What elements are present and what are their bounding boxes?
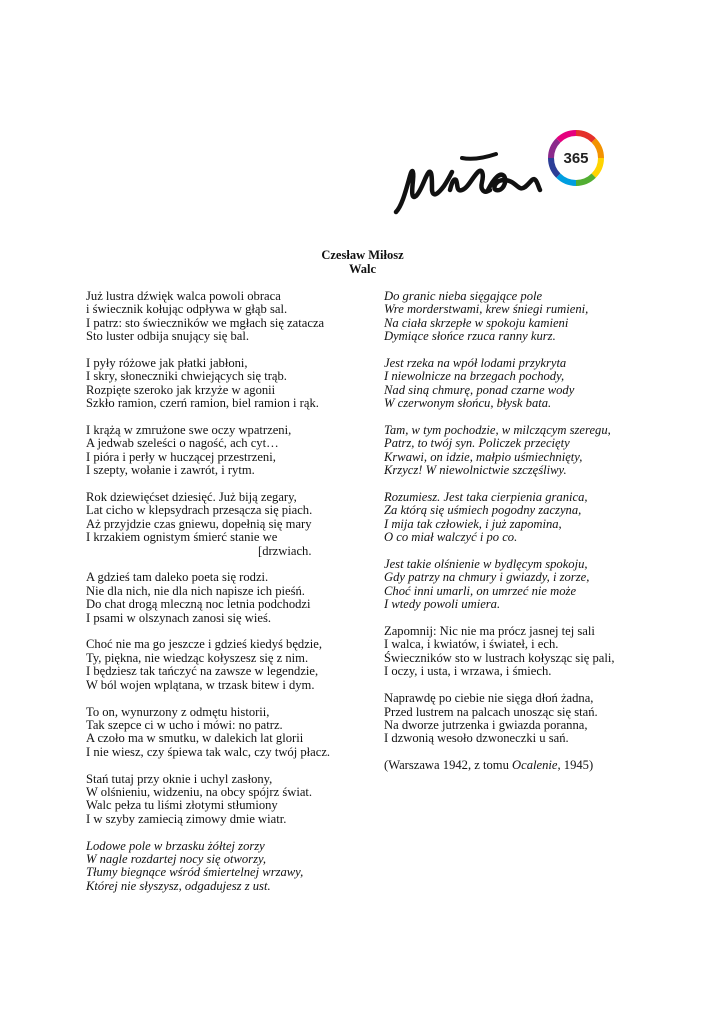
poem-line: I wtedy powoli umiera.	[384, 597, 501, 612]
ring-segment	[558, 133, 576, 140]
poem-line: I walca, i kwiatów, i świateł, i ech.	[384, 637, 559, 652]
stanza	[86, 290, 376, 344]
badge-label: 365	[563, 150, 589, 167]
signature-stroke	[488, 175, 540, 190]
poem-line: Za którą się uśmiech pogodny zaczyna,	[384, 503, 582, 518]
poem-line: Krzycz! W niewolnictwie szczęśliwy.	[384, 463, 567, 478]
source-note	[384, 759, 684, 772]
ring-segment	[558, 176, 576, 183]
right-column	[384, 290, 684, 773]
poem-line: Zapomnij: Nic nie ma prócz jasnej tej sali	[384, 624, 595, 639]
stanza	[86, 357, 376, 411]
poem-line: Nad siną chmurę, ponad czarne wody	[384, 382, 575, 397]
signature-stroke	[450, 171, 490, 192]
poem-line: To on, wynurzony z odmętu historii,	[86, 704, 270, 719]
signature-stroke	[396, 171, 452, 212]
stanza	[384, 692, 684, 746]
stanza	[384, 625, 684, 679]
ring-segment	[551, 158, 558, 176]
poem-title: Walc	[348, 262, 377, 276]
stanza	[86, 424, 376, 478]
source-suffix: 1945)	[560, 758, 594, 773]
poem-line: Naprawdę po ciebie nie sięga dłoń żadna,	[384, 691, 594, 706]
poem-line: Rok dziewięćset dziesięć. Już biją zegary,	[86, 490, 297, 505]
poem-line: Rozpięte szeroko jak krzyże w agonii	[86, 382, 276, 397]
stanza	[86, 638, 376, 692]
left-column	[86, 290, 376, 907]
poem-line: Nie dla nich, nie dla nich napisze ich pieśń.	[86, 583, 305, 598]
poem-line: Przed lustrem na palcach unosząc się stań.	[384, 704, 598, 719]
poem-line: A gdzieś tam daleko poeta się rodzi.	[86, 570, 269, 585]
poem-line: I krążą w zmrużone swe oczy wpatrzeni,	[86, 423, 292, 438]
stanza	[86, 491, 376, 558]
poem-line: A czoło ma w smutku, w dalekich lat glorii	[86, 731, 304, 746]
poem-line: Choć nie ma go jeszcze i gdzieś kiedyś będzie,	[86, 637, 323, 652]
poem-line: i świecznik kołując odpływa w głąb sal.	[86, 302, 288, 317]
poem-line: Sto luster odbija snujący się bal.	[86, 329, 249, 344]
poem-line: Tak szepce ci w ucho i mówi: no patrz.	[86, 717, 283, 732]
author-name: Czesław Miłosz	[321, 248, 404, 262]
stanza	[384, 424, 684, 478]
stanza	[86, 571, 376, 625]
ring-segment	[551, 140, 558, 158]
stanza	[86, 706, 376, 760]
poem-line: I nie wiesz, czy śpiewa tak walc, czy twój płacz.	[86, 744, 331, 759]
poem-line: Jest takie olśnienie w bydlęcym spokoju,	[384, 557, 588, 572]
poem-line: Na ciała skrzepłe w spokoju kamieni	[384, 315, 569, 330]
poem-line: W nagle rozdartej nocy się otworzy,	[86, 851, 267, 866]
poem-line: I patrz: sto świeczników we mgłach się zatacza	[86, 315, 325, 330]
poem-line-continuation: [drzwiach.	[258, 543, 312, 558]
poem-line: I krzakiem ognistym śmierć stanie we	[86, 530, 278, 545]
poem-line: Dymiące słońce rzuca ranny kurz.	[384, 329, 556, 344]
poem-line: I skry, słoneczniki chwiejących się trąb.	[86, 369, 287, 384]
poem-line: Lodowe pole w brzasku żółtej zorzy	[86, 838, 265, 853]
poem-line: Do chat drogą mleczną noc letnia podchodzi	[86, 597, 311, 612]
poem-line: A jedwab szeleści o nagość, ach cyt…	[86, 436, 279, 451]
stanza	[384, 558, 684, 612]
poem-line: Na dworze jutrzenka i gwiazda poranna,	[384, 717, 588, 732]
poem-line: W olśnieniu, widzeniu, na obcy spójrz świat.	[86, 784, 313, 799]
poem-line: Patrz, to twój syn. Policzek przecięty	[384, 436, 570, 451]
poem-line: Której nie słyszysz, odgadujesz z ust.	[86, 878, 271, 893]
poem-line: I szepty, wołanie i zawrót, i rytm.	[86, 463, 255, 478]
poem-line: Rozumiesz. Jest taka cierpienia granica,	[384, 490, 588, 505]
poem-line: Tam, w tym pochodzie, w milczącym szeregu,	[384, 423, 611, 438]
milosz-365-logo	[392, 128, 614, 220]
stanza	[384, 290, 684, 344]
poem-line: I w szyby zamiecią zimowy dmie wiatr.	[86, 811, 287, 826]
stanza	[384, 491, 684, 545]
poem-line: Ty, piękna, nie wiedząc kołyszesz się z nim.	[86, 650, 309, 665]
ring-segment	[594, 158, 601, 176]
poem-line: Gdy patrzy na chmury i gwiazdy, i zorze,	[384, 570, 590, 585]
poem-line: Szkło ramion, czerń ramion, biel ramion i rąk.	[86, 396, 319, 411]
poem-line: W ból wojen wplątana, w trzask bitew i dym.	[86, 677, 315, 692]
poem-line: I oczy, i usta, i wrzawa, i śmiech.	[384, 664, 552, 679]
poem-line: Jest rzeka na wpół lodami przykryta	[384, 356, 567, 371]
poem-line: Tłumy biegnące wśród śmiertelnej wrzawy,	[86, 865, 304, 880]
poem-line: I psami w olszynach zanosi się wieś.	[86, 610, 272, 625]
logo-graphic	[392, 128, 614, 220]
poem-line: Aż przyjdzie czas gniewu, dopełnią się mary	[86, 516, 312, 531]
stanza	[86, 840, 376, 894]
source-book: Ocalenie,	[512, 758, 561, 773]
ring-segment	[576, 176, 594, 183]
poem-line: Walc pełza tu liśmi złotymi stłumiony	[86, 798, 278, 813]
poem-line: W czerwonym słońcu, błysk bata.	[384, 396, 552, 411]
rainbow-ring-badge	[551, 133, 601, 183]
poem-line: Choć inni umarli, on umrzeć nie może	[384, 583, 577, 598]
ring-segment	[594, 140, 601, 158]
poem-line: Lat cicho w klepsydrach przesącza się piach.	[86, 503, 313, 518]
poem-line: O co miał walczyć i po co.	[384, 530, 518, 545]
poem-line: I pyły różowe jak płatki jabłoni,	[86, 356, 248, 371]
poem-line: I mija tak człowiek, i już zapomina,	[384, 516, 562, 531]
source-prefix: (Warszawa 1942, z tomu	[384, 758, 513, 773]
poem-line: Stań tutaj przy oknie i uchyl zasłony,	[86, 771, 273, 786]
stanza	[86, 773, 376, 827]
ring-segment	[576, 133, 594, 140]
poem-line: Krwawi, on idzie, małpio uśmiechnięty,	[384, 449, 583, 464]
poem-line: Już lustra dźwięk walca powoli obraca	[86, 289, 281, 303]
signature-stroke	[462, 154, 496, 159]
poem-line: Wre morderstwami, krew śniegi rumieni,	[384, 302, 589, 317]
poem-line: Świeczników sto w lustrach kołysząc się pali,	[384, 650, 615, 665]
poem-line: I pióra i perły w huczącej przestrzeni,	[86, 449, 276, 464]
poem-heading	[0, 248, 725, 276]
poem-line: I niewolnicze na brzegach pochody,	[384, 369, 565, 384]
poem-line: Do granic nieba sięgające pole	[384, 289, 543, 303]
poem-line: I dzwonią wesoło dzwoneczki u sań.	[384, 731, 569, 746]
stanza	[384, 357, 684, 411]
poem-line: I będziesz tak tańczyć na zawsze w legendzie,	[86, 664, 319, 679]
